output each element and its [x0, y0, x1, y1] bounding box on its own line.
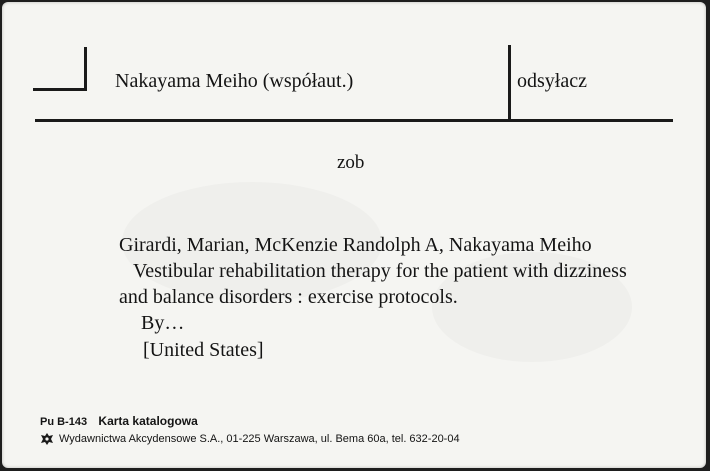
reference-label: odsyłacz [517, 70, 587, 92]
horizontal-divider [35, 119, 673, 122]
publisher-text: Wydawnictwa Akcydensowe S.A., 01-225 Warszawa, ul. Bema 60a, tel. 632-20-04 [59, 433, 460, 445]
catalog-card [2, 2, 706, 468]
entry-authors: Girardi, Marian, McKenzie Randolph A, Nakayama Meiho [119, 234, 592, 256]
form-title: Karta katalogowa [98, 414, 198, 428]
entry-by: By… [141, 312, 185, 334]
entry-country: [United States] [143, 339, 264, 361]
entry-title: Vestibular rehabilitation therapy for the patient with dizziness and balance disorders : exercise protocols. [119, 260, 627, 308]
see-reference-label: zob [337, 152, 365, 173]
form-info [40, 414, 198, 428]
publisher-logo-icon [40, 432, 54, 446]
vertical-divider [508, 45, 511, 121]
catalog-entry [119, 232, 629, 363]
publisher-info [40, 432, 460, 446]
heading-author: Nakayama Meiho (współaut.) [115, 70, 354, 92]
form-code: Pu B-143 [40, 416, 88, 428]
corner-bracket-mark [33, 47, 87, 91]
